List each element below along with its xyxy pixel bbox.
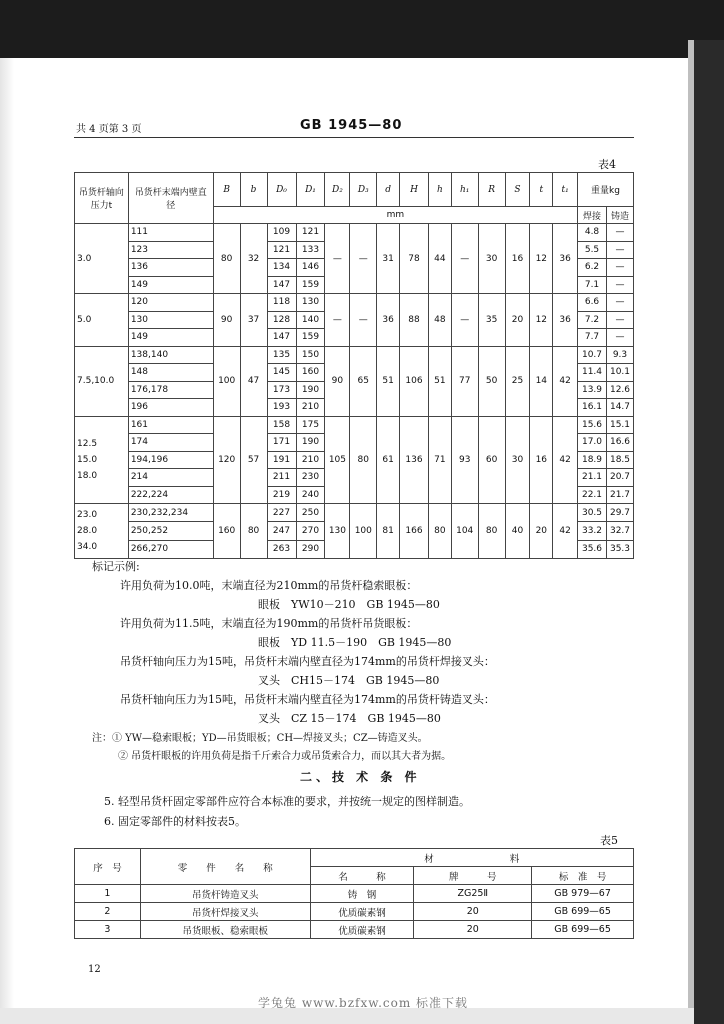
diameter-cell: 111 xyxy=(128,224,213,242)
force-cell xyxy=(75,504,129,559)
force-value: 28.0 xyxy=(77,526,98,536)
cast-weight-cell: 35.3 xyxy=(607,540,634,558)
D1-cell: 190 xyxy=(296,381,325,399)
col-t-header: t xyxy=(530,173,553,207)
H-cell: 166 xyxy=(400,504,429,559)
S-cell: 40 xyxy=(505,504,530,559)
cell-std: GB 699—65 xyxy=(532,921,634,939)
D0-cell: 191 xyxy=(267,451,296,469)
D1-cell: 146 xyxy=(296,259,325,277)
diameter-cell: 120 xyxy=(128,294,213,312)
B-cell: 160 xyxy=(213,504,240,559)
marking-line: 吊货杆轴向压力为15吨，吊货杆末端内壁直径为174mm的吊货杆焊接叉头： xyxy=(120,655,495,668)
cell-std: GB 979—67 xyxy=(532,885,634,903)
table4-caption: 表4 xyxy=(598,158,616,171)
table4-body xyxy=(75,224,634,559)
weld-weight-cell: 15.6 xyxy=(578,416,607,434)
D1-cell: 130 xyxy=(296,294,325,312)
D1-cell: 133 xyxy=(296,241,325,259)
table-row xyxy=(75,416,634,434)
D2-cell: — xyxy=(325,224,350,294)
cell-no: 3 xyxy=(75,921,141,939)
force-cell xyxy=(75,416,129,504)
weld-weight-cell: 35.6 xyxy=(578,540,607,558)
D2-cell: 130 xyxy=(325,504,350,559)
col-weight-header: 重量kg xyxy=(578,173,634,207)
h1-cell: — xyxy=(451,294,478,347)
cast-weight-cell: 18.5 xyxy=(607,451,634,469)
col-h-header: h xyxy=(428,173,451,207)
table5 xyxy=(74,848,634,939)
t-cell: 16 xyxy=(530,416,553,504)
marking-title: 标记示例: xyxy=(92,560,140,573)
weld-weight-cell: 6.6 xyxy=(578,294,607,312)
b-cell: 80 xyxy=(240,504,267,559)
t1-cell: 36 xyxy=(553,224,578,294)
b-cell: 57 xyxy=(240,416,267,504)
D3-cell: 80 xyxy=(350,416,377,504)
note-1: 注：① YW—稳索眼板；YD—吊货眼板；CH—焊接叉头；CZ—铸造叉头。 xyxy=(92,733,428,744)
col-S-header: S xyxy=(505,173,530,207)
table-row xyxy=(75,885,634,903)
D0-cell: 134 xyxy=(267,259,296,277)
cast-weight-cell: 14.7 xyxy=(607,399,634,417)
t-cell: 20 xyxy=(530,504,553,559)
marking-line: 眼板 YW10－210 GB 1945—80 xyxy=(258,598,440,611)
unit-header: mm xyxy=(213,207,577,224)
cast-weight-cell: 21.7 xyxy=(607,486,634,504)
col-D3-header: D₃ xyxy=(350,173,377,207)
force-value: 5.0 xyxy=(77,314,92,325)
h1-cell: 93 xyxy=(451,416,478,504)
D1-cell: 230 xyxy=(296,469,325,487)
weld-weight-cell: 17.0 xyxy=(578,434,607,452)
D2-cell: — xyxy=(325,294,350,347)
diameter-cell: 194,196 xyxy=(128,451,213,469)
B-cell: 90 xyxy=(213,294,240,347)
col-grade-header: 牌 号 xyxy=(414,867,532,885)
marking-line: 许用负荷为10.0吨，末端直径为210mm的吊货杆稳索眼板： xyxy=(120,579,418,592)
D0-cell: 193 xyxy=(267,399,296,417)
col-diameter-header: 吊货杆末端内壁直径 xyxy=(128,173,213,224)
D2-cell: 90 xyxy=(325,346,350,416)
cell-grade: ZG25Ⅱ xyxy=(414,885,532,903)
D3-cell: 100 xyxy=(350,504,377,559)
scan-top-border xyxy=(0,0,724,58)
diameter-cell: 136 xyxy=(128,259,213,277)
table4 xyxy=(74,172,634,559)
weld-weight-cell: 11.4 xyxy=(578,364,607,382)
weld-weight-cell: 6.2 xyxy=(578,259,607,277)
H-cell: 136 xyxy=(400,416,429,504)
table-row xyxy=(75,921,634,939)
col-D1-header: D₁ xyxy=(296,173,325,207)
h-cell: 51 xyxy=(428,346,451,416)
D1-cell: 160 xyxy=(296,364,325,382)
table5-caption: 表5 xyxy=(600,834,618,847)
h-cell: 80 xyxy=(428,504,451,559)
cast-weight-cell: 12.6 xyxy=(607,381,634,399)
S-cell: 16 xyxy=(505,224,530,294)
D0-cell: 118 xyxy=(267,294,296,312)
R-cell: 30 xyxy=(478,224,505,294)
col-force-header: 吊货杆轴向压力t xyxy=(75,173,129,224)
clause-5: 5. 轻型吊货杆固定零部件应符合本标准的要求，并按统一规定的图样制造。 xyxy=(104,795,470,808)
cell-part: 吊货杆焊接叉头 xyxy=(140,903,310,921)
scan-right-border xyxy=(694,40,724,1024)
marking-line: 许用负荷为11.5吨，末端直径为190mm的吊货杆吊货眼板： xyxy=(120,617,418,630)
page-info: 共 4 页第 3 页 xyxy=(76,124,142,135)
B-cell: 100 xyxy=(213,346,240,416)
cast-weight-cell: 32.7 xyxy=(607,522,634,540)
cell-grade: 20 xyxy=(414,903,532,921)
R-cell: 60 xyxy=(478,416,505,504)
D3-cell: — xyxy=(350,224,377,294)
scan-left-shade xyxy=(0,58,14,1024)
force-cell xyxy=(75,294,129,347)
D0-cell: 171 xyxy=(267,434,296,452)
diameter-cell: 214 xyxy=(128,469,213,487)
D1-cell: 175 xyxy=(296,416,325,434)
D0-cell: 219 xyxy=(267,486,296,504)
D0-cell: 211 xyxy=(267,469,296,487)
col-weld-header: 焊接 xyxy=(578,207,607,224)
D0-cell: 145 xyxy=(267,364,296,382)
D0-cell: 121 xyxy=(267,241,296,259)
S-cell: 20 xyxy=(505,294,530,347)
cast-weight-cell: 15.1 xyxy=(607,416,634,434)
col-t1-header: t₁ xyxy=(553,173,578,207)
marking-line: 叉头 CH15－174 GB 1945—80 xyxy=(258,674,440,687)
col-cast-header: 铸造 xyxy=(607,207,634,224)
S-cell: 30 xyxy=(505,416,530,504)
force-value: 15.0 xyxy=(77,454,98,465)
diameter-cell: 149 xyxy=(128,276,213,294)
D1-cell: 140 xyxy=(296,311,325,329)
cast-weight-cell: 9.3 xyxy=(607,346,634,364)
cell-name: 优质碳素钢 xyxy=(310,903,414,921)
diameter-cell: 149 xyxy=(128,329,213,347)
col-name-header: 名 称 xyxy=(310,867,414,885)
D0-cell: 247 xyxy=(267,522,296,540)
weld-weight-cell: 4.8 xyxy=(578,224,607,242)
force-value: 34.0 xyxy=(77,542,98,552)
force-value: 7.5,10.0 xyxy=(77,376,115,386)
force-cell xyxy=(75,224,129,294)
force-cell xyxy=(75,346,129,416)
standard-number: GB 1945—80 xyxy=(300,118,403,133)
cast-weight-cell: 29.7 xyxy=(607,504,634,522)
cast-weight-cell: 10.1 xyxy=(607,364,634,382)
note-2: ② 吊货杆眼板的许用负荷是指千斤索合力或吊货索合力，而以其大者为据。 xyxy=(118,751,452,762)
cast-weight-cell: 20.7 xyxy=(607,469,634,487)
diameter-cell: 123 xyxy=(128,241,213,259)
clause-6: 6. 固定零部件的材料按表5。 xyxy=(104,815,246,828)
cell-name: 铸 钢 xyxy=(310,885,414,903)
table-row xyxy=(75,504,634,522)
force-value: 12.5 xyxy=(77,438,98,449)
diameter-cell: 196 xyxy=(128,399,213,417)
force-value: 18.0 xyxy=(77,470,98,481)
D0-cell: 128 xyxy=(267,311,296,329)
D1-cell: 270 xyxy=(296,522,325,540)
h1-cell: 104 xyxy=(451,504,478,559)
t1-cell: 42 xyxy=(553,504,578,559)
marking-line: 眼板 YD 11.5－190 GB 1945—80 xyxy=(258,636,452,649)
d-cell: 81 xyxy=(377,504,400,559)
h-cell: 48 xyxy=(428,294,451,347)
d-cell: 61 xyxy=(377,416,400,504)
cast-weight-cell: 16.6 xyxy=(607,434,634,452)
D1-cell: 210 xyxy=(296,399,325,417)
B-cell: 120 xyxy=(213,416,240,504)
t1-cell: 36 xyxy=(553,294,578,347)
col-R-header: R xyxy=(478,173,505,207)
H-cell: 78 xyxy=(400,224,429,294)
D1-cell: 240 xyxy=(296,486,325,504)
D1-cell: 159 xyxy=(296,276,325,294)
marking-line: 叉头 CZ 15－174 GB 1945—80 xyxy=(258,712,441,725)
b-cell: 37 xyxy=(240,294,267,347)
cell-name: 优质碳素钢 xyxy=(310,921,414,939)
D0-cell: 173 xyxy=(267,381,296,399)
cast-weight-cell: — xyxy=(607,311,634,329)
cast-weight-cell: — xyxy=(607,224,634,242)
S-cell: 25 xyxy=(505,346,530,416)
table-row xyxy=(75,224,634,242)
weld-weight-cell: 5.5 xyxy=(578,241,607,259)
D3-cell: 65 xyxy=(350,346,377,416)
D1-cell: 159 xyxy=(296,329,325,347)
table-row xyxy=(75,294,634,312)
diameter-cell: 230,232,234 xyxy=(128,504,213,522)
cast-weight-cell: — xyxy=(607,241,634,259)
D0-cell: 158 xyxy=(267,416,296,434)
D1-cell: 150 xyxy=(296,346,325,364)
diameter-cell: 176,178 xyxy=(128,381,213,399)
col-D0-header: D₀ xyxy=(267,173,296,207)
D1-cell: 250 xyxy=(296,504,325,522)
D1-cell: 121 xyxy=(296,224,325,242)
D0-cell: 147 xyxy=(267,329,296,347)
col-part-header: 零 件 名 称 xyxy=(140,849,310,885)
cell-no: 2 xyxy=(75,903,141,921)
cell-no: 1 xyxy=(75,885,141,903)
D0-cell: 227 xyxy=(267,504,296,522)
H-cell: 106 xyxy=(400,346,429,416)
col-material-header: 材 料 xyxy=(310,849,633,867)
b-cell: 47 xyxy=(240,346,267,416)
weld-weight-cell: 13.9 xyxy=(578,381,607,399)
B-cell: 80 xyxy=(213,224,240,294)
d-cell: 31 xyxy=(377,224,400,294)
d-cell: 36 xyxy=(377,294,400,347)
col-no-header: 序 号 xyxy=(75,849,141,885)
D2-cell: 105 xyxy=(325,416,350,504)
col-h1-header: h₁ xyxy=(451,173,478,207)
cell-part: 吊货眼板、稳索眼板 xyxy=(140,921,310,939)
D0-cell: 135 xyxy=(267,346,296,364)
weld-weight-cell: 30.5 xyxy=(578,504,607,522)
weld-weight-cell: 16.1 xyxy=(578,399,607,417)
R-cell: 35 xyxy=(478,294,505,347)
D1-cell: 290 xyxy=(296,540,325,558)
cast-weight-cell: — xyxy=(607,259,634,277)
col-H-header: H xyxy=(400,173,429,207)
h1-cell: — xyxy=(451,224,478,294)
header-rule xyxy=(74,137,634,138)
weld-weight-cell: 18.9 xyxy=(578,451,607,469)
weld-weight-cell: 22.1 xyxy=(578,486,607,504)
D1-cell: 190 xyxy=(296,434,325,452)
table-row xyxy=(75,903,634,921)
t-cell: 12 xyxy=(530,294,553,347)
force-value: 3.0 xyxy=(77,253,92,264)
b-cell: 32 xyxy=(240,224,267,294)
diameter-cell: 161 xyxy=(128,416,213,434)
D3-cell: — xyxy=(350,294,377,347)
h1-cell: 77 xyxy=(451,346,478,416)
col-D2-header: D₂ xyxy=(325,173,350,207)
d-cell: 51 xyxy=(377,346,400,416)
D1-cell: 210 xyxy=(296,451,325,469)
t1-cell: 42 xyxy=(553,346,578,416)
h-cell: 44 xyxy=(428,224,451,294)
cast-weight-cell: — xyxy=(607,329,634,347)
marking-line: 吊货杆轴向压力为15吨，吊货杆末端内壁直径为174mm的吊货杆铸造叉头： xyxy=(120,693,495,706)
diameter-cell: 130 xyxy=(128,311,213,329)
diameter-cell: 250,252 xyxy=(128,522,213,540)
R-cell: 50 xyxy=(478,346,505,416)
D0-cell: 109 xyxy=(267,224,296,242)
force-value: 23.0 xyxy=(77,510,98,520)
col-d-header: d xyxy=(377,173,400,207)
R-cell: 80 xyxy=(478,504,505,559)
weld-weight-cell: 7.7 xyxy=(578,329,607,347)
diameter-cell: 138,140 xyxy=(128,346,213,364)
cell-std: GB 699—65 xyxy=(532,903,634,921)
table-row xyxy=(75,346,634,364)
page-number: 12 xyxy=(88,964,101,975)
cast-weight-cell: — xyxy=(607,276,634,294)
diameter-cell: 266,270 xyxy=(128,540,213,558)
t-cell: 14 xyxy=(530,346,553,416)
cast-weight-cell: — xyxy=(607,294,634,312)
h-cell: 71 xyxy=(428,416,451,504)
col-B-header: B xyxy=(213,173,240,207)
footer-watermark: 学兔兔 www.bzfxw.com 标准下载 xyxy=(258,996,469,1010)
weld-weight-cell: 7.1 xyxy=(578,276,607,294)
D0-cell: 147 xyxy=(267,276,296,294)
D0-cell: 263 xyxy=(267,540,296,558)
diameter-cell: 174 xyxy=(128,434,213,452)
weld-weight-cell: 7.2 xyxy=(578,311,607,329)
diameter-cell: 222,224 xyxy=(128,486,213,504)
cell-grade: 20 xyxy=(414,921,532,939)
diameter-cell: 148 xyxy=(128,364,213,382)
H-cell: 88 xyxy=(400,294,429,347)
t1-cell: 42 xyxy=(553,416,578,504)
weld-weight-cell: 33.2 xyxy=(578,522,607,540)
col-std-header: 标 准 号 xyxy=(532,867,634,885)
col-b-header: b xyxy=(240,173,267,207)
t-cell: 12 xyxy=(530,224,553,294)
section-title: 二、技 术 条 件 xyxy=(300,770,421,784)
weld-weight-cell: 21.1 xyxy=(578,469,607,487)
weld-weight-cell: 10.7 xyxy=(578,346,607,364)
cell-part: 吊货杆铸造叉头 xyxy=(140,885,310,903)
